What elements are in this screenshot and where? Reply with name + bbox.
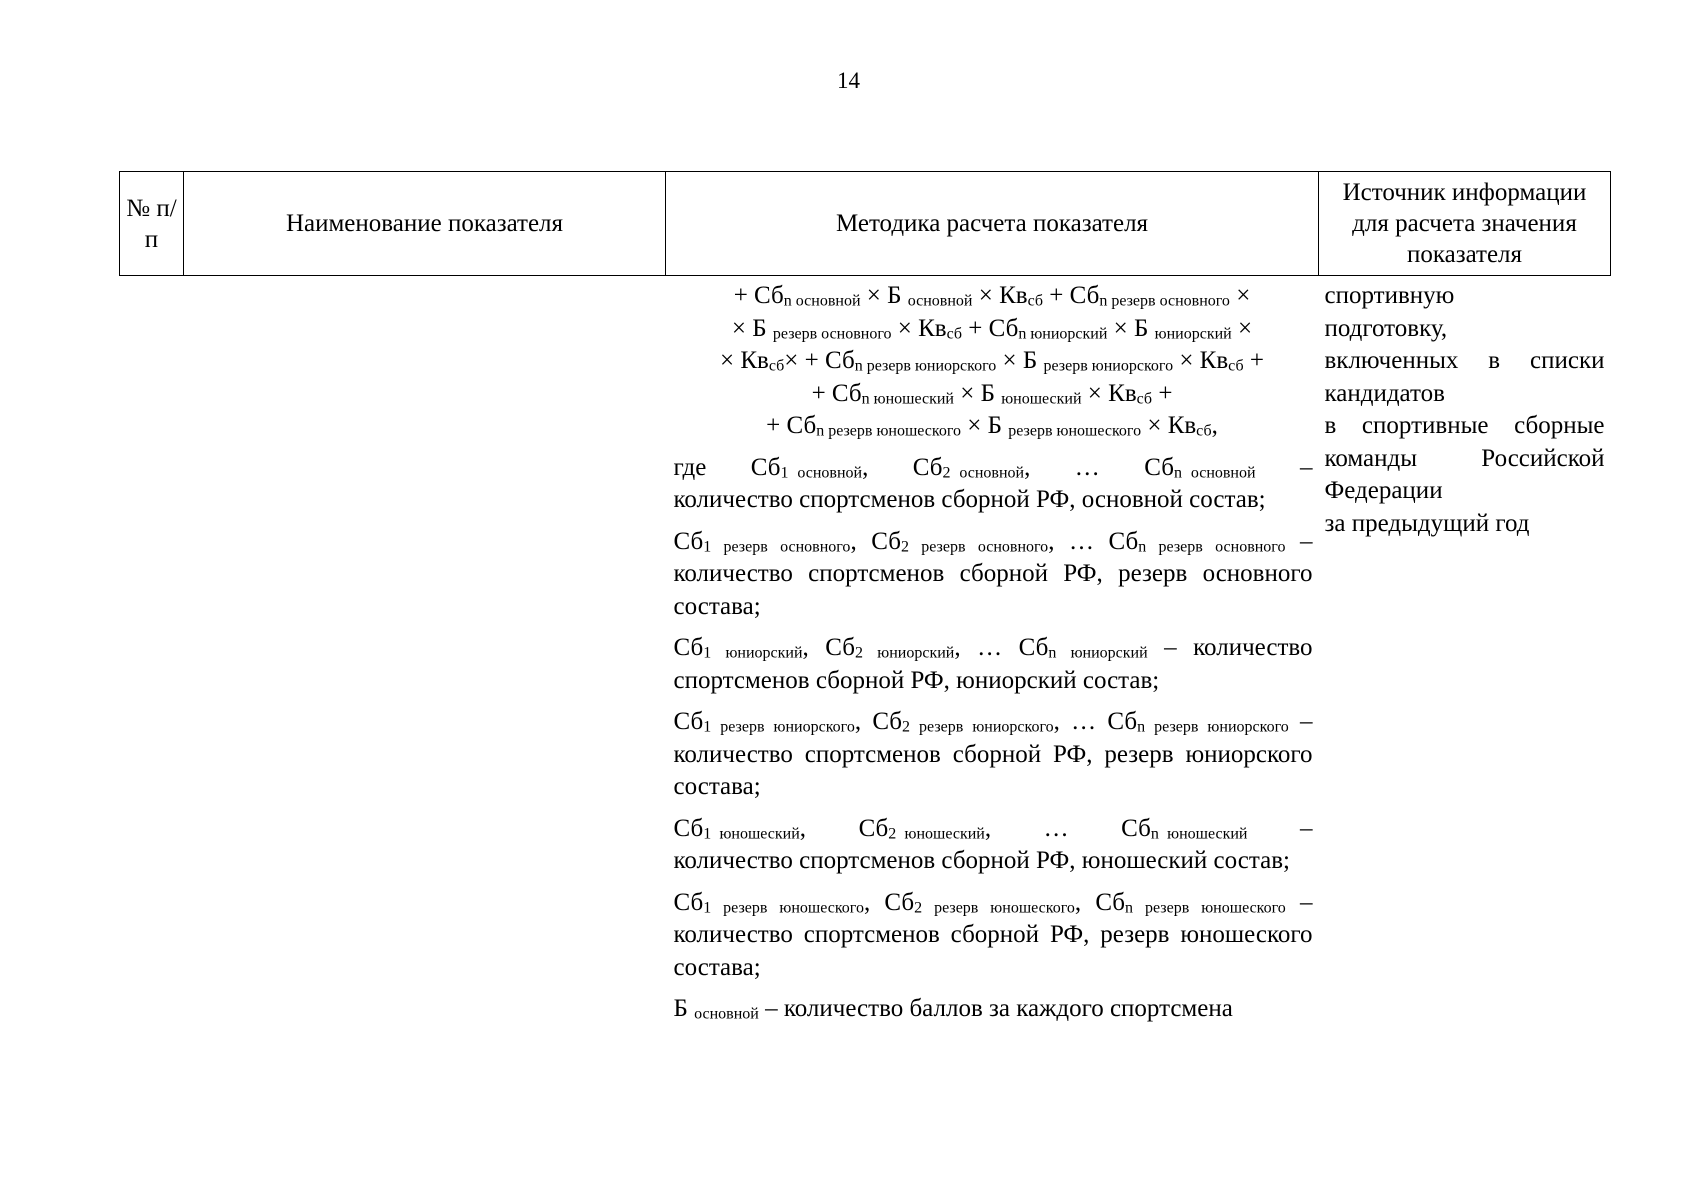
definition-yuniorskiy: $Сб_{1 юниорский}$, $Сб_{2 юниорский}$, … $Сб_{n юниорский}$ – количество спортсменов сборной РФ, юниорский состав;: [673, 634, 1313, 694]
formula-line: + $Сб_{n резерв юношеского} \times Б$ $_{резерв юношеского} \times Кв_{сб}$,: [766, 412, 1218, 440]
source-line: в спортивные сборные: [1324, 412, 1605, 439]
definition-yunosheskiy: $Сб_{1 юношеский}$, $Сб_{2 юношеский}$, … $Сб_{n юношеский}$ – количество спортсменов сборной РФ, юношеский состав;: [673, 814, 1313, 874]
indicators-table: [119, 171, 1611, 1026]
source-cell: [1319, 276, 1611, 1026]
number-cell: [120, 276, 184, 1026]
header-number: № п/п: [120, 172, 184, 276]
definition-b-osnovnoy: Б $_{основной}$ – количество баллов за каждого спортсмена: [673, 995, 1233, 1023]
header-method: Методика расчета показателя: [666, 172, 1319, 276]
source-line: подготовку,: [1324, 314, 1448, 342]
source-line: команды Российской: [1324, 444, 1605, 472]
source-line: спортивную: [1324, 282, 1455, 309]
source-text: [1319, 276, 1611, 540]
source-line: кандидатов: [1324, 379, 1445, 407]
method-cell: [666, 276, 1319, 1026]
source-line: включенных в списки: [1324, 347, 1605, 374]
definition-rezerv-yunosheskogo: $Сб_{1 резерв юношеского}$, $Сб_{2 резерв юношеского}$, $Сб_{n резерв юношеского}$ – количество спортсменов сборной РФ, резерв юношеского состава;: [673, 888, 1313, 981]
page-number: 14: [837, 68, 860, 93]
table-row: [120, 276, 1611, 1026]
source-line: за предыдущий год: [1324, 509, 1530, 537]
formula-line: + $Сб_{n основной} \times Б$ $_{основной} \times Кв_{сб} + Сб_{n резерв основного}$ ×: [733, 282, 1251, 310]
formula-line: + $Сб_{n юношеский} \times Б$ $_{юношеский} \times Кв_{сб}$ +: [811, 379, 1173, 407]
formula-line: × $Кв_{сб}\times + Сб_{n резерв юниорского} \times Б$ $_{резерв юниорского} \times Кв_{сб}$ +: [720, 347, 1264, 375]
source-line: Федерации: [1324, 477, 1443, 504]
header-name: Наименование показателя: [184, 172, 666, 276]
table-header-row: [120, 172, 1611, 276]
definition-osnovnoy: где $Сб_{1 основной}$, $Сб_{2 основной}$, … $Сб_{n основной}$ – количество спортсменов сборной РФ, основной состав;: [673, 453, 1313, 513]
definition-rezerv-osnovnogo: $Сб_{1 резерв основного}$, $Сб_{2 резерв основного}$, … $Сб_{n резерв основного}$ – количество спортсменов сборной РФ, резерв основного состава;: [673, 527, 1313, 620]
name-cell: [184, 276, 666, 1026]
header-source: Источник информации для расчета значения показателя: [1319, 172, 1611, 276]
formula-line: × Б $_{резерв основного} \times Кв_{сб} + Сб_{n юниорский} \times Б$ $_{юниорский}$ ×: [731, 314, 1253, 342]
formula: [666, 276, 1319, 443]
definition-rezerv-yuniorskogo: $Сб_{1 резерв юниорского}$, $Сб_{2 резерв юниорского}$, … $Сб_{n резерв юниорского}$ – количество спортсменов сборной РФ, резерв юниорского состава;: [673, 708, 1313, 800]
